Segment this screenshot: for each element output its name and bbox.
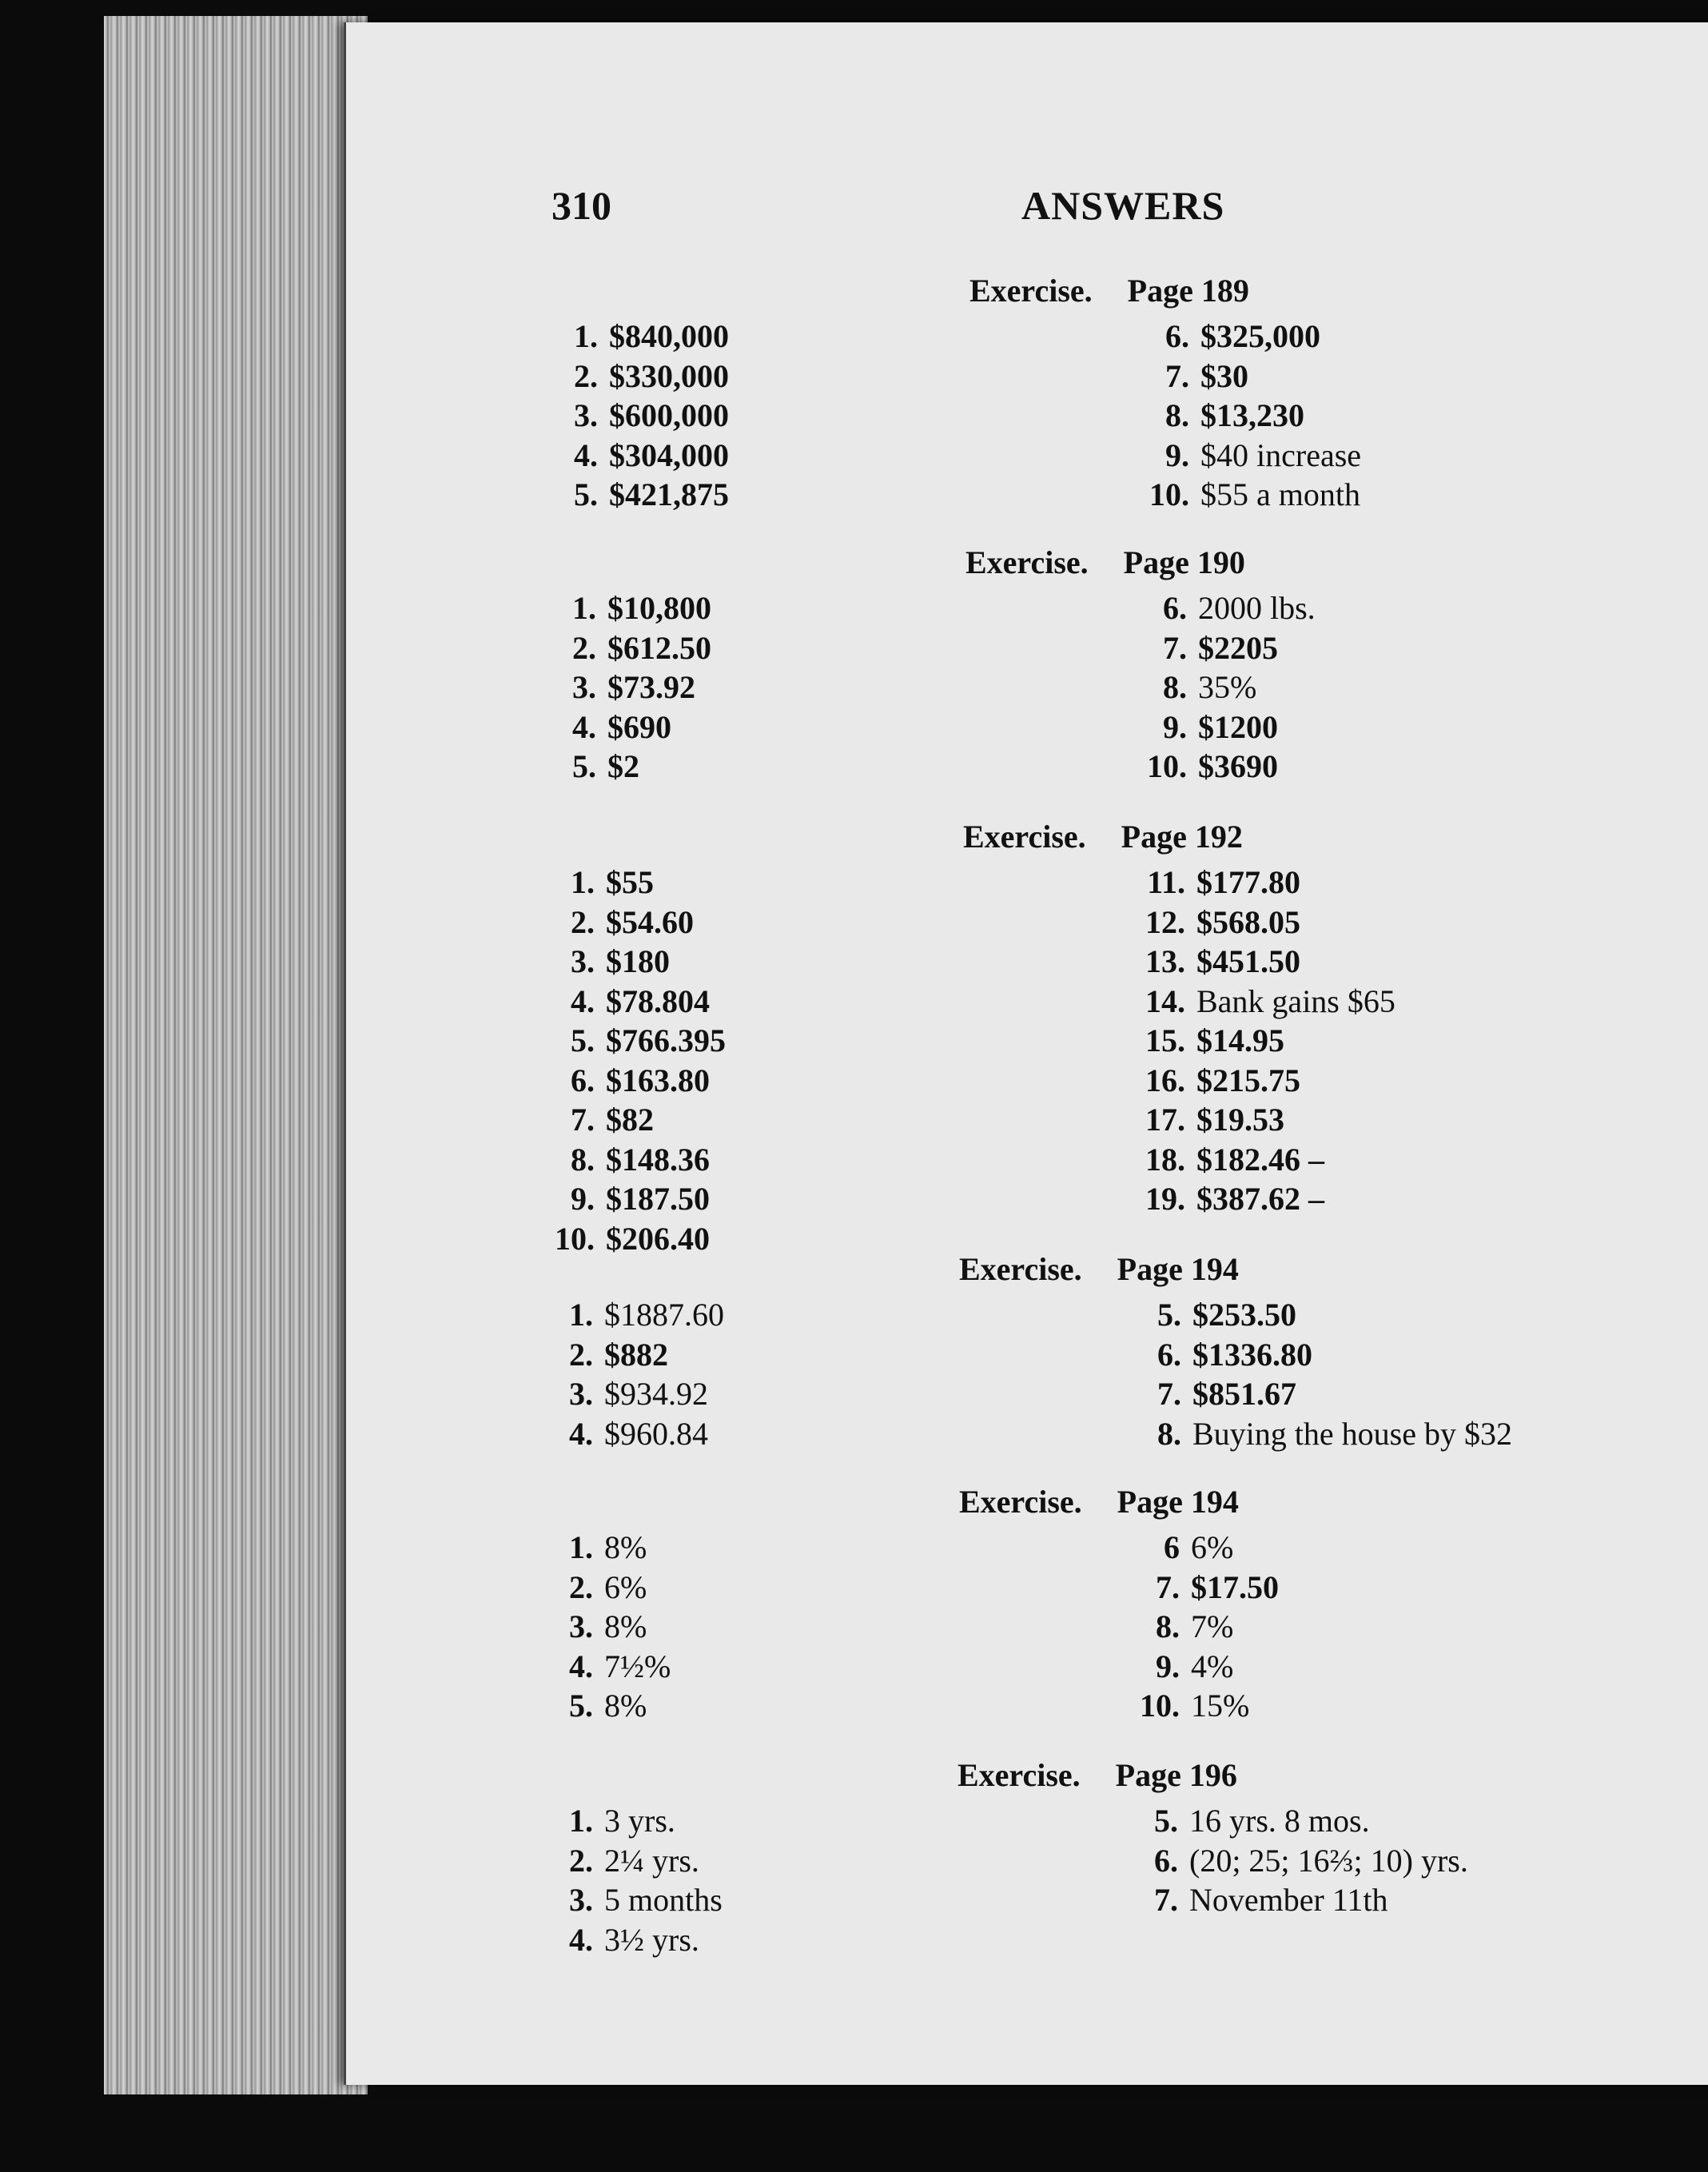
answer-value: $421,875 xyxy=(609,476,729,512)
answer-number: 3. xyxy=(569,1882,593,1918)
answer-value: $78.804 xyxy=(606,982,710,1019)
answer-value: (20; 25; 16⅔; 10) yrs. xyxy=(1189,1842,1468,1879)
answer-value: $73.92 xyxy=(607,669,695,705)
answer-row xyxy=(548,1140,726,1180)
answer-row xyxy=(1132,1841,1468,1881)
answer-number: 4. xyxy=(569,1415,593,1452)
answer-number: 8. xyxy=(1165,397,1189,433)
answer-row xyxy=(550,707,711,747)
answer-number: 3. xyxy=(574,397,598,433)
answer-row xyxy=(548,903,726,943)
answer-value: 4% xyxy=(1191,1648,1234,1684)
answer-row xyxy=(1135,1335,1512,1375)
answer-number: 17. xyxy=(1145,1102,1185,1138)
answer-number: 3. xyxy=(572,669,596,705)
answer-number: 6. xyxy=(1154,1842,1178,1879)
exercise-label: Exercise. xyxy=(963,819,1086,855)
answers-column-left xyxy=(547,1528,671,1726)
answer-row xyxy=(547,1295,724,1335)
answer-row xyxy=(1141,668,1316,707)
answer-value: $54.60 xyxy=(606,903,694,940)
answer-value: $325,000 xyxy=(1200,318,1320,354)
answer-row xyxy=(1141,707,1316,747)
answer-row xyxy=(548,982,726,1022)
answer-number: 3. xyxy=(571,943,595,979)
answer-number: 10. xyxy=(1149,476,1189,512)
answer-number: 7. xyxy=(1156,1568,1180,1605)
answer-number: 14. xyxy=(1145,982,1185,1019)
answer-value: $1336.80 xyxy=(1192,1336,1312,1373)
answers-column-left xyxy=(548,863,726,1258)
answer-number: 9. xyxy=(571,1181,595,1217)
answer-number: 19. xyxy=(1145,1181,1185,1217)
answer-row xyxy=(1139,982,1395,1022)
answer-row xyxy=(550,747,711,787)
answers-column-left xyxy=(550,588,711,787)
answer-number: 9. xyxy=(1163,708,1187,745)
answer-number: 1. xyxy=(574,318,598,354)
answer-value: 8% xyxy=(604,1529,647,1565)
answer-number: 5. xyxy=(1157,1297,1181,1333)
answer-value: Bank gains $65 xyxy=(1196,982,1395,1019)
answer-number: 1. xyxy=(571,864,595,900)
running-head: ANSWERS xyxy=(1021,183,1225,228)
answer-value: $163.80 xyxy=(606,1062,710,1098)
answer-row xyxy=(547,1607,671,1647)
answer-number: 1. xyxy=(569,1529,593,1565)
answer-value: $451.50 xyxy=(1196,943,1300,979)
exercise-heading xyxy=(963,818,1243,855)
answer-number: 16. xyxy=(1145,1062,1185,1098)
answers-column-right xyxy=(1132,1801,1468,1920)
exercise-page-ref: Page 194 xyxy=(1117,1484,1239,1520)
answer-value: $568.05 xyxy=(1196,903,1300,940)
answer-row xyxy=(1139,1179,1395,1219)
answers-column-right xyxy=(1133,1528,1279,1726)
answer-number: 8. xyxy=(1163,669,1187,705)
answer-value: $330,000 xyxy=(609,357,729,394)
answer-value: 15% xyxy=(1191,1688,1250,1724)
exercise-page-ref: Page 189 xyxy=(1127,273,1249,309)
answer-value: $206.40 xyxy=(606,1220,710,1257)
answer-number: 4. xyxy=(572,708,596,745)
answer-value: $934.92 xyxy=(604,1376,708,1412)
answer-row xyxy=(1141,588,1316,628)
answers-column-left xyxy=(547,1801,723,1959)
answer-number: 2. xyxy=(572,629,596,666)
answer-value: November 11th xyxy=(1189,1882,1388,1918)
exercise-label: Exercise. xyxy=(959,1484,1082,1520)
answer-number: 18. xyxy=(1145,1141,1185,1178)
answer-value: $840,000 xyxy=(609,318,729,354)
answer-row xyxy=(1135,1414,1512,1454)
answer-number: 10. xyxy=(1140,1688,1180,1724)
answer-row xyxy=(547,1686,671,1726)
answer-row xyxy=(1143,357,1361,397)
answer-row xyxy=(547,1414,724,1454)
answer-value: $182.46 – xyxy=(1196,1141,1324,1178)
answer-number: 5. xyxy=(569,1688,593,1724)
exercise-heading xyxy=(959,1250,1239,1288)
answers-column-right xyxy=(1135,1295,1512,1453)
answer-number: 1. xyxy=(572,590,596,626)
answer-number: 11. xyxy=(1147,864,1185,900)
answer-number: 13. xyxy=(1145,943,1185,979)
book-page-edges xyxy=(104,16,368,2094)
answer-row xyxy=(1139,1140,1395,1180)
answer-row xyxy=(551,475,729,515)
answer-row xyxy=(548,1179,726,1219)
answer-number: 5. xyxy=(1154,1803,1178,1839)
answer-row xyxy=(1141,628,1316,668)
exercise-page-ref: Page 192 xyxy=(1121,819,1243,855)
answer-number: 3. xyxy=(569,1608,593,1644)
exercise-label: Exercise. xyxy=(959,1251,1082,1287)
answer-number: 2. xyxy=(571,903,595,940)
exercise-label: Exercise. xyxy=(958,1757,1081,1793)
answers-column-right xyxy=(1139,863,1395,1219)
answer-value: $180 xyxy=(606,943,670,979)
answer-row xyxy=(551,317,729,357)
answer-number: 6 xyxy=(1164,1529,1180,1565)
answer-row xyxy=(551,396,729,436)
answer-number: 6. xyxy=(1157,1336,1181,1373)
answer-value: $600,000 xyxy=(609,397,729,433)
answer-value: $187.50 xyxy=(606,1181,710,1217)
answer-row xyxy=(550,668,711,707)
answer-row xyxy=(548,1219,726,1259)
answer-value: $10,800 xyxy=(607,590,711,626)
answer-row xyxy=(547,1528,671,1568)
answer-value: $55 xyxy=(606,864,654,900)
answer-value: 2¼ yrs. xyxy=(604,1842,699,1879)
answer-row xyxy=(548,1100,726,1140)
answer-row xyxy=(1143,396,1361,436)
answer-number: 4. xyxy=(574,436,598,473)
answer-row xyxy=(1135,1374,1512,1414)
answer-row xyxy=(547,1920,723,1960)
answer-number: 9. xyxy=(1156,1648,1180,1684)
answer-row xyxy=(1139,1100,1395,1140)
answer-value: $3690 xyxy=(1198,748,1278,784)
answer-row xyxy=(1143,475,1361,515)
answer-row xyxy=(547,1647,671,1687)
answer-value: 7% xyxy=(1191,1608,1234,1644)
answer-row xyxy=(548,863,726,903)
answer-row xyxy=(1143,436,1361,476)
answer-row xyxy=(1132,1880,1468,1920)
answers-column-right xyxy=(1143,317,1361,515)
answer-number: 7. xyxy=(1154,1882,1178,1918)
answer-number: 1. xyxy=(569,1297,593,1333)
answer-row xyxy=(1133,1686,1279,1726)
answer-row xyxy=(547,1841,723,1881)
exercise-heading xyxy=(958,1756,1237,1794)
answer-number: 7. xyxy=(1165,357,1189,394)
answer-row xyxy=(547,1374,724,1414)
answer-row xyxy=(1133,1607,1279,1647)
answer-value: Buying the house by $32 xyxy=(1192,1415,1512,1452)
answer-value: $14.95 xyxy=(1196,1022,1284,1058)
answer-value: $882 xyxy=(604,1336,668,1373)
answer-number: 4. xyxy=(569,1648,593,1684)
answer-row xyxy=(1139,942,1395,982)
answer-row xyxy=(1139,1021,1395,1061)
exercise-page-ref: Page 190 xyxy=(1123,544,1245,580)
answer-number: 8. xyxy=(1156,1608,1180,1644)
answer-number: 2. xyxy=(569,1568,593,1605)
answer-number: 7. xyxy=(1157,1376,1181,1412)
answer-number: 8. xyxy=(571,1141,595,1178)
answer-value: 3 yrs. xyxy=(604,1803,675,1839)
answer-value: $253.50 xyxy=(1192,1297,1296,1333)
answer-value: $766.395 xyxy=(606,1022,726,1058)
answer-value: $215.75 xyxy=(1196,1062,1300,1098)
exercise-heading xyxy=(969,272,1249,309)
answer-number: 5. xyxy=(574,476,598,512)
answer-value: 35% xyxy=(1198,669,1257,705)
answer-row xyxy=(550,588,711,628)
answer-row xyxy=(1133,1528,1279,1568)
answer-number: 8. xyxy=(1157,1415,1181,1452)
answer-number: 6. xyxy=(1165,318,1189,354)
answer-value: 6% xyxy=(604,1568,647,1605)
answer-value: $17.50 xyxy=(1191,1568,1279,1605)
answer-row xyxy=(548,1021,726,1061)
exercise-page-ref: Page 196 xyxy=(1115,1757,1237,1793)
answer-number: 10. xyxy=(1147,748,1187,784)
answer-value: $1887.60 xyxy=(604,1297,724,1333)
answer-value: $148.36 xyxy=(606,1141,710,1178)
answer-value: $13,230 xyxy=(1200,397,1304,433)
answer-row xyxy=(551,357,729,397)
answer-number: 7. xyxy=(571,1102,595,1138)
exercise-heading xyxy=(959,1483,1239,1520)
answer-row xyxy=(547,1568,671,1608)
answer-row xyxy=(1139,863,1395,903)
answer-number: 2. xyxy=(574,357,598,394)
answer-value: $30 xyxy=(1200,357,1248,394)
page-number: 310 xyxy=(551,183,611,228)
answer-number: 15. xyxy=(1145,1022,1185,1058)
answers-column-left xyxy=(547,1295,724,1453)
answer-row xyxy=(548,1061,726,1101)
answer-row xyxy=(1132,1801,1468,1841)
answer-row xyxy=(547,1801,723,1841)
answer-row xyxy=(1133,1647,1279,1687)
exercise-page-ref: Page 194 xyxy=(1117,1251,1239,1287)
exercise-heading xyxy=(965,544,1245,581)
answer-value: 6% xyxy=(1191,1529,1234,1565)
answer-value: 16 yrs. 8 mos. xyxy=(1189,1803,1370,1839)
answers-column-right xyxy=(1141,588,1316,787)
answer-row xyxy=(1139,1061,1395,1101)
answer-number: 5. xyxy=(572,748,596,784)
answer-row xyxy=(1143,317,1361,357)
answer-row xyxy=(1135,1295,1512,1335)
answer-value: $2 xyxy=(607,748,639,784)
answer-row xyxy=(1133,1568,1279,1608)
answer-number: 1. xyxy=(569,1803,593,1839)
answer-value: 8% xyxy=(604,1688,647,1724)
answer-row xyxy=(1141,747,1316,787)
answer-row xyxy=(550,628,711,668)
exercise-label: Exercise. xyxy=(969,273,1093,309)
answer-number: 12. xyxy=(1145,903,1185,940)
answer-value: 5 months xyxy=(604,1882,723,1918)
answer-row xyxy=(547,1335,724,1375)
answer-value: $387.62 – xyxy=(1196,1181,1324,1217)
answer-value: $851.67 xyxy=(1192,1376,1296,1412)
answer-value: $19.53 xyxy=(1196,1102,1284,1138)
answer-value: $1200 xyxy=(1198,708,1278,745)
answer-number: 5. xyxy=(571,1022,595,1058)
answer-value: $82 xyxy=(606,1102,654,1138)
answer-value: 7½% xyxy=(604,1648,671,1684)
answer-row xyxy=(1139,903,1395,943)
answer-number: 2. xyxy=(569,1336,593,1373)
answer-value: $40 increase xyxy=(1200,436,1362,473)
answer-number: 2. xyxy=(569,1842,593,1879)
answer-value: 2000 lbs. xyxy=(1198,590,1316,626)
answer-row xyxy=(548,942,726,982)
answer-number: 4. xyxy=(571,982,595,1019)
answer-value: 8% xyxy=(604,1608,647,1644)
answer-number: 9. xyxy=(1165,436,1189,473)
answer-number: 6. xyxy=(1163,590,1187,626)
answer-value: $612.50 xyxy=(607,629,711,666)
answer-number: 7. xyxy=(1163,629,1187,666)
answer-number: 6. xyxy=(571,1062,595,1098)
answer-number: 10. xyxy=(555,1220,595,1257)
answers-column-left xyxy=(551,317,729,515)
exercise-label: Exercise. xyxy=(965,544,1089,580)
answer-number: 4. xyxy=(569,1921,593,1958)
answer-row xyxy=(547,1880,723,1920)
answer-value: $55 a month xyxy=(1200,476,1360,512)
answer-value: $690 xyxy=(607,708,671,745)
answer-value: $304,000 xyxy=(609,436,729,473)
answer-value: $960.84 xyxy=(604,1415,708,1452)
answer-value: 3½ yrs. xyxy=(604,1921,699,1958)
answer-number: 3. xyxy=(569,1376,593,1412)
answer-value: $177.80 xyxy=(1196,864,1300,900)
answer-row xyxy=(551,436,729,476)
answer-value: $2205 xyxy=(1198,629,1278,666)
